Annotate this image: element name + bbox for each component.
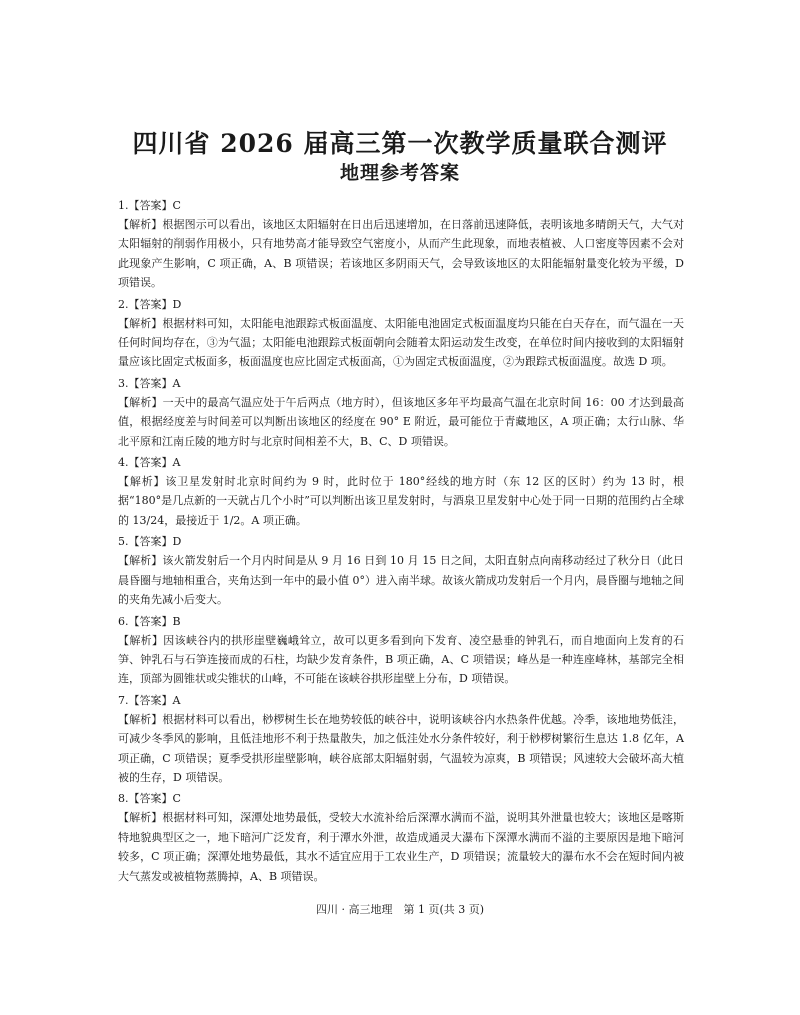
answer-line: 6.【答案】B — [118, 614, 181, 628]
analysis-text: 【解析】根据材料可知，深潭处地势最低，受较大水流补给后深潭水满而不溢，说明其外泄量也较大；该地区是喀斯特地貌典型区之一，地下暗河广泛发育，利于潭水外泄，故造成通灵大瀑布下深潭水满而不溢的主要原因是地下暗河较多，C 项正确；深潭处地势最低，其水不适宜应用于工农业生产，D 项错误；流量较大的瀑布水不会在短时间内被大气蒸发或被植物蒸腾掉，A、B 项错误。 — [118, 811, 684, 883]
question-2 — [118, 295, 684, 372]
question-6 — [118, 612, 684, 689]
page-subtitle: 地理参考答案 — [339, 162, 460, 184]
analysis-text: 【解析】根据材料可知，太阳能电池跟踪式板面温度、太阳能电池固定式板面温度均只能在白天存在，而气温在一天任何时间均存在，③为气温；太阳能电池跟踪式板面朝向会随着太阳运动发生改变，在单位时间内接收到的太阳辐射量应该比固定式板面多，板面温度也应比固定式板面高，①为固定式板面温度，②为跟踪式板面温度。故选 D 项。 — [118, 316, 684, 369]
analysis-text: 【解析】因该峡谷内的拱形崖壁巍峨耸立，故可以更多看到向下发育、凌空悬垂的钟乳石，而自地面向上发育的石笋、钟乳石与石笋连接而成的石柱，均缺少发育条件，B 项正确，A、C 项错误；峰丛是一种连座峰林，基部完全相连，顶部为圆锥状或尖锥状的山峰，不可能在该峡谷拱形崖壁上分布，D 项错误。 — [118, 633, 684, 686]
question-7 — [118, 691, 684, 788]
analysis-text: 【解析】该卫星发射时北京时间约为 9 时，此时位于 180°经线的地方时（东 12 区的区时）约为 13 时，根据“180°是几点新的一天就占几个小时”可以判断出该卫星发射时，与酒泉卫星发射中心处于同一日期的范围约占全球的 13/24，最接近于 1/2。A 项正确。 — [118, 475, 684, 527]
answer-line: 4.【答案】A — [118, 456, 181, 470]
question-1 — [118, 196, 684, 293]
analysis-text: 【解析】一天中的最高气温应处于午后两点（地方时），但该地区多年平均最高气温在北京时间 16：00 才达到最高值，根据经度差与时间差可以判断出该地区的经度在 90° E 附近，最可能位于青藏地区，A 项正确；太行山脉、华北平原和江南丘陵的地方时与北京时间相差不大，B、C、D 项错误。 — [118, 395, 684, 448]
analysis-text: 【解析】该火箭发射后一个月内时间是从 9 月 16 日到 10 月 15 日之间，太阳直射点向南移动经过了秋分日（此日晨昏圈与地轴相重合，夹角达到一年中的最小值 0°）进入南半球。故该火箭成功发射后一个月内，晨昏圈与地轴之间的夹角先减小后变大。 — [118, 554, 684, 607]
answer-line: 7.【答案】A — [118, 693, 181, 707]
analysis-text: 【解析】根据材料可以看出，桫椤树生长在地势较低的峡谷中，说明该峡谷内水热条件优越。冷季，该地地势低洼，可减少冬季风的影响，且低洼地形不利于热量散失，加之低洼处水分条件较好，利于桫椤树繁衍生息达 1.8 亿年，A 项正确，C 项错误；夏季受拱形崖壁影响，峡谷底部太阳辐射弱，气温较为凉爽，B 项错误；风速较大会破坏高大植被的生存，D 项错误。 — [118, 712, 684, 784]
question-8 — [118, 789, 684, 886]
question-4 — [118, 453, 684, 530]
question-3 — [118, 374, 684, 451]
answer-line: 8.【答案】C — [118, 792, 181, 806]
answer-line: 1.【答案】C — [118, 199, 181, 212]
answer-line: 5.【答案】D — [118, 535, 182, 549]
question-5 — [118, 532, 684, 609]
page-title: 四川省 2026 届高三第一次教学质量联合测评 — [132, 129, 668, 158]
page-footer: 四川 · 高三地理 第 1 页(共 3 页) — [315, 903, 485, 916]
answer-line: 3.【答案】A — [118, 376, 181, 390]
answer-list — [118, 196, 684, 888]
answer-line: 2.【答案】D — [118, 297, 182, 311]
analysis-text: 【解析】根据图示可以看出，该地区太阳辐射在日出后迅速增加，在日落前迅速降低，表明该地多晴朗天气，大气对太阳辐射的削弱作用极小，只有地势高才能导致空气密度小，从而产生此现象，而地表植被、人口密度等因素不会对此现象产生影响，C 项正确，A、B 项错误；若该地区多阴雨天气，会导致该地区的太阳能辐射量变化较为平缓，D 项错误。 — [118, 218, 684, 290]
